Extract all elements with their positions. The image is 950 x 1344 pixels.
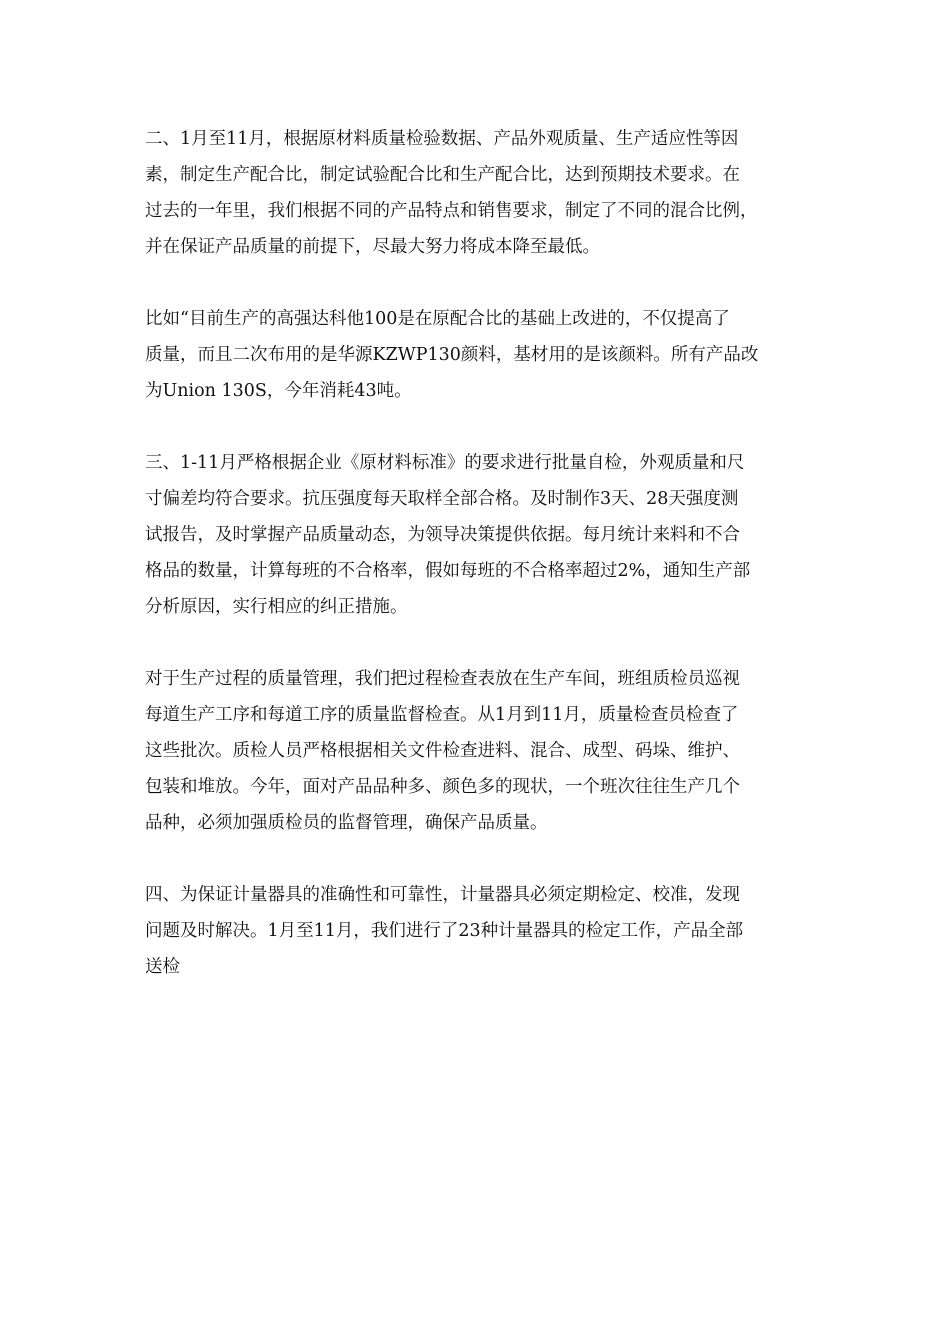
paragraph-line: 对于生产过程的质量管理，我们把过程检查表放在生产车间，班组质检员巡视 (145, 669, 740, 689)
paragraph-line: 问题及时解决。1月至11月，我们进行了23种计量器具的检定工作，产品全部 (145, 921, 744, 941)
paragraph-line: 质量，而且二次布用的是华源KZWP130颜料，基材用的是该颜料。所有产品改 (145, 345, 759, 365)
paragraph-line: 二、1月至11月，根据原材料质量检验数据、产品外观质量、生产适应性等因 (145, 129, 739, 149)
paragraph-process-quality (145, 661, 815, 841)
paragraph-line: 试报告，及时掌握产品质量动态，为领导决策提供依据。每月统计来料和不合 (145, 525, 740, 545)
paragraph-line: 过去的一年里，我们根据不同的产品特点和销售要求，制定了不同的混合比例， (145, 201, 758, 221)
paragraph-line: 寸偏差均符合要求。抗压强度每天取样全部合格。及时制作3天、28天强度测 (145, 489, 739, 509)
paragraph-line: 素，制定生产配合比，制定试验配合比和生产配合比，达到预期技术要求。在 (145, 165, 740, 185)
paragraph-line: 比如“目前生产的高强达科他100是在原配合比的基础上改进的，不仅提高了 (145, 309, 730, 329)
paragraph-4-measuring-instruments (145, 877, 815, 985)
paragraph-line: 为Union 130S，今年消耗43吨。 (145, 381, 412, 401)
paragraph-line: 送检 (145, 957, 180, 977)
paragraph-line: 格品的数量，计算每班的不合格率，假如每班的不合格率超过2%，通知生产部 (145, 561, 751, 581)
paragraph-line: 四、为保证计量器具的准确性和可靠性，计量器具必须定期检定、校准，发现 (145, 885, 740, 905)
paragraph-line: 每道生产工序和每道工序的质量监督检查。从1月到11月，质量检查员检查了 (145, 705, 739, 725)
paragraph-line: 并在保证产品质量的前提下，尽最大努力将成本降至最低。 (145, 237, 600, 257)
paragraph-example (145, 301, 815, 409)
paragraph-line: 包装和堆放。今年，面对产品品种多、颜色多的现状，一个班次往往生产几个 (145, 777, 740, 797)
paragraph-line: 这些批次。质检人员严格根据相关文件检查进料、混合、成型、码垛、维护、 (145, 741, 740, 761)
paragraph-3-self-inspection (145, 445, 815, 625)
paragraph-line: 三、1-11月严格根据企业《原材料标准》的要求进行批量自检，外观质量和尺 (145, 453, 745, 473)
document-body (145, 121, 815, 1021)
paragraph-line: 品种，必须加强质检员的监督管理，确保产品质量。 (145, 813, 548, 833)
paragraph-line: 分析原因，实行相应的纠正措施。 (145, 597, 408, 617)
paragraph-2-raw-material (145, 121, 815, 265)
